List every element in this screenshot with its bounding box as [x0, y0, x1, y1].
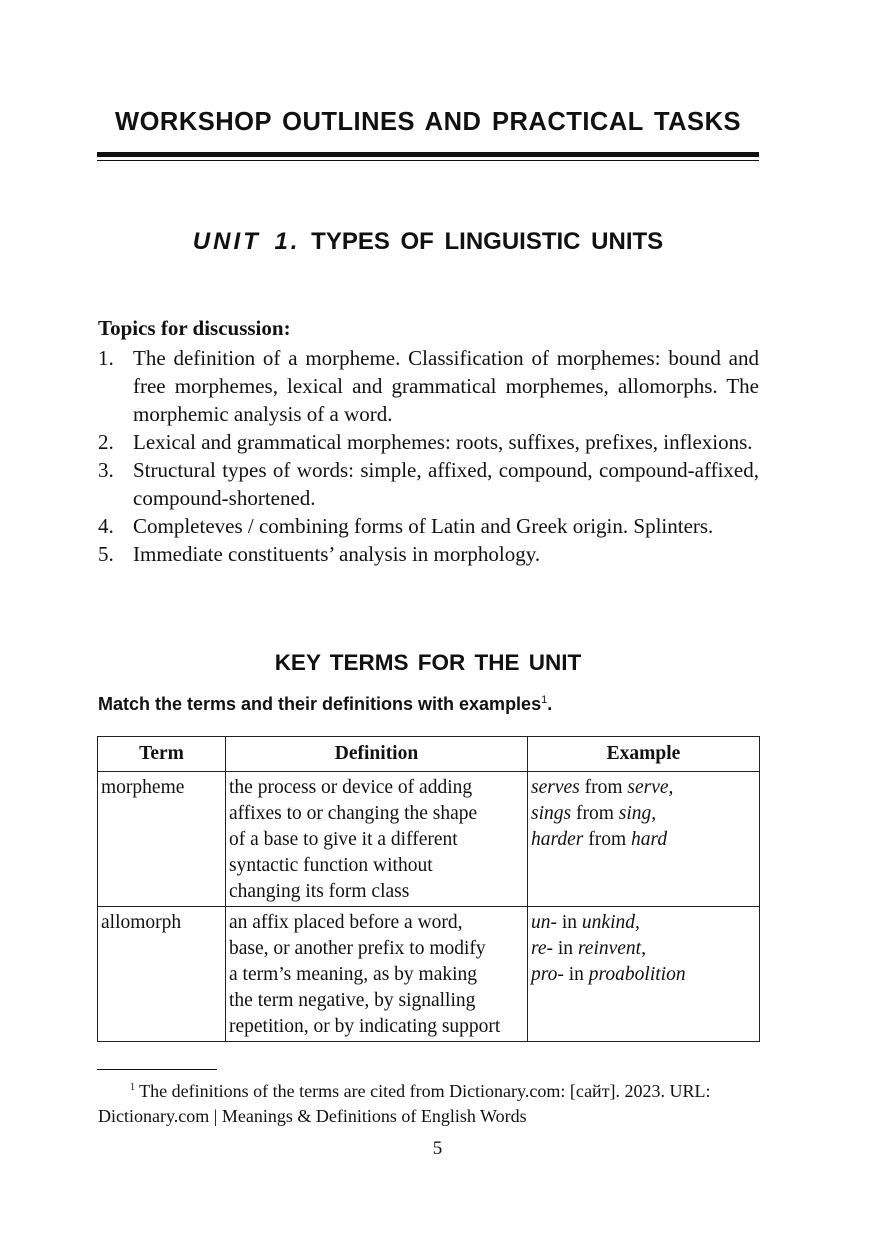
example-form: sings	[531, 803, 572, 824]
example-connector: from	[579, 777, 628, 798]
footnote-line	[98, 1075, 759, 1104]
example-cell	[528, 907, 760, 1042]
column-header-term: Term	[98, 737, 226, 772]
definition-line: a term’s meaning, as by making	[229, 964, 478, 985]
topic-text: Lexical and grammatical morphemes: roots, suffixes, prefixes, inflexions.	[133, 430, 753, 454]
example-line	[531, 962, 756, 988]
task-instruction	[98, 694, 552, 715]
topic-item	[98, 540, 759, 568]
instruction-text: Match the terms and their definitions with examples	[98, 694, 542, 714]
header-rule-thick	[97, 152, 759, 157]
topics-heading: Topics for discussion:	[98, 316, 291, 340]
topic-item	[98, 428, 759, 456]
example-line	[531, 936, 756, 962]
unit-name: TYPES OF LINGUISTIC UNITS	[311, 228, 664, 255]
example-base: proabolition	[588, 964, 686, 985]
topic-number: 1.	[98, 346, 114, 370]
definition-line: the process or device of adding	[229, 777, 473, 798]
topic-item	[98, 456, 759, 512]
example-base: sing,	[618, 803, 657, 824]
definition-line: of a base to give it a different	[229, 829, 458, 850]
example-line	[531, 910, 756, 936]
unit-label: UNIT 1.	[192, 228, 301, 255]
section-header-title: WORKSHOP OUTLINES AND PRACTICAL TASKS	[115, 108, 741, 136]
example-connector: in	[557, 912, 582, 933]
footnote-separator	[97, 1069, 217, 1070]
table-header-row	[98, 737, 760, 772]
topic-text: Immediate constituents’ analysis in morphology.	[133, 542, 541, 566]
topics-list	[98, 344, 759, 568]
topic-number: 4.	[98, 514, 114, 538]
example-base: hard	[631, 829, 668, 850]
example-form: serves	[531, 777, 580, 798]
example-connector: in	[563, 964, 589, 985]
example-form: harder	[531, 829, 584, 850]
topic-number: 5.	[98, 542, 114, 566]
example-connector: in	[553, 938, 578, 959]
key-terms-heading: KEY TERMS FOR THE UNIT	[274, 650, 582, 675]
definition-line: base, or another prefix to modify	[229, 938, 486, 959]
term-cell: morpheme	[98, 772, 226, 907]
definition-line: syntactic function without	[229, 855, 433, 876]
column-header-definition: Definition	[226, 737, 528, 772]
example-form: re-	[531, 938, 554, 959]
header-rule-thin	[97, 160, 759, 161]
definition-line: the term negative, by signalling	[229, 990, 476, 1011]
topic-item	[98, 512, 759, 540]
example-form: un-	[531, 912, 557, 933]
footnote	[98, 1075, 759, 1129]
page-number: 5	[432, 1138, 443, 1159]
key-terms-table	[97, 736, 760, 1042]
instruction-end: .	[547, 694, 553, 714]
column-header-example: Example	[528, 737, 760, 772]
footnote-marker: 1	[130, 1082, 135, 1093]
definition-line: an affix placed before a word,	[229, 912, 463, 933]
example-cell	[528, 772, 760, 907]
definition-cell	[226, 772, 528, 907]
definition-cell	[226, 907, 528, 1042]
table-row	[98, 772, 760, 907]
table-row	[98, 907, 760, 1042]
topic-item	[98, 344, 759, 428]
example-connector: from	[571, 803, 619, 824]
footnote-link[interactable]: Dictionary.com | Meanings & Definitions of English Words	[98, 1106, 527, 1126]
example-line	[531, 801, 756, 827]
example-base: reinvent,	[577, 938, 646, 959]
example-base: serve,	[627, 777, 674, 798]
unit-title	[97, 228, 759, 256]
example-base: unkind,	[581, 912, 640, 933]
definition-line: affixes to or changing the shape	[229, 803, 478, 824]
topic-text: Completeves / combining forms of Latin and Greek origin. Splinters.	[133, 514, 714, 538]
topic-number: 2.	[98, 430, 114, 454]
topic-text: Structural types of words: simple, affixed, compound, compound-affixed, compound-shortened.	[133, 458, 759, 510]
example-line	[531, 775, 756, 801]
example-form: pro-	[531, 964, 564, 985]
footnote-reference[interactable]: 1	[541, 694, 548, 706]
example-connector: from	[583, 829, 632, 850]
example-line	[531, 827, 756, 853]
footnote-text: The definitions of the terms are cited from Dictionary.com: [сайт]. 2023. URL:	[135, 1081, 711, 1101]
topic-text: The definition of a morpheme. Classification of morphemes: bound and free morphemes, lexical and grammatical morphemes, allomorphs. The morphemic analysis of a word.	[133, 346, 759, 426]
definition-line: repetition, or by indicating support	[229, 1016, 501, 1037]
topic-number: 3.	[98, 458, 114, 482]
definition-line: changing its form class	[229, 881, 410, 902]
term-cell: allomorph	[98, 907, 226, 1042]
